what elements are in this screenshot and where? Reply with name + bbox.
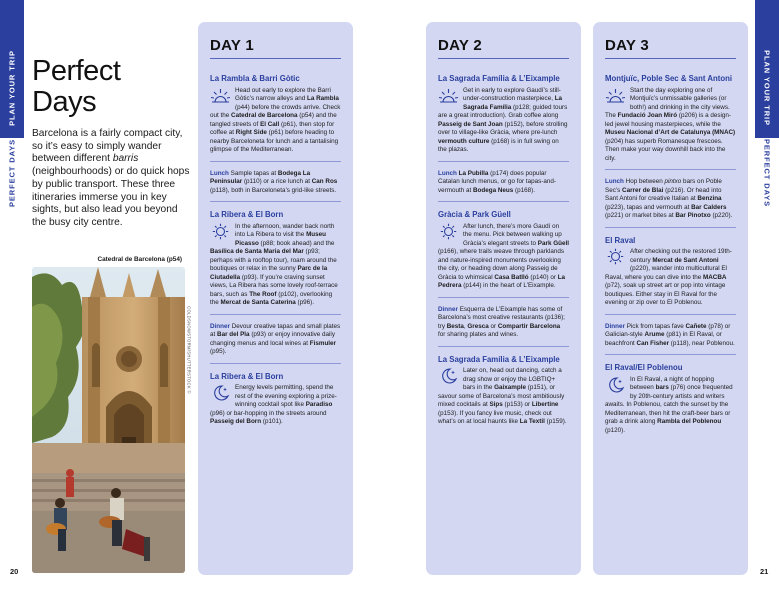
- section-text: Later on, head out dancing, catch a drag show or enjoy the LGBTIQ+ bars in the Gaixample (p151), or savour some of Barcelona’s most ambitiously mixed cocktails at Sips (p153) or Libertine (p153). If you fancy live music, check out what’s on at local haunts like La Textil (p159).: [438, 367, 567, 426]
- afternoon-sun-icon: [605, 248, 626, 265]
- meal-label: Dinner: [210, 322, 230, 330]
- place-name: bars: [655, 384, 669, 392]
- meal-label: Lunch: [210, 169, 229, 177]
- side-tab-plan-your-trip: PLAN YOUR TRIP: [7, 50, 17, 126]
- place-name: La Textil: [519, 418, 545, 426]
- place-name: Passeig del Born: [210, 418, 262, 426]
- place-name: La Pubilla: [458, 169, 489, 177]
- section-heading: El Raval/El Poblenou: [605, 363, 683, 373]
- meal-tip: [438, 297, 569, 346]
- section-text: Dinner Esquerra de L’Eixample has some of Barcelona’s most creative restaurants (p136); try Besta, Gresca or Compartir Barcelona for sharing plates and wines.: [438, 305, 565, 339]
- place-name: Bar del Pla: [217, 331, 250, 339]
- day-card: [198, 22, 353, 575]
- place-name: Mercat de Sant Antoni: [652, 256, 719, 264]
- day-title: DAY 1: [210, 37, 255, 54]
- section-text: Lunch Hop between pintxo bars on Poble Sec’s Carrer de Blai (p216). Or head into Sant Antoni for creative Italian at Benzina (p223), tapas and vermouth at Bar Calders (p221) or market bites at Bar Pinotxo (p220).: [605, 178, 733, 220]
- place-name: Paradiso: [305, 401, 333, 409]
- section-heading: La Ribera & El Born: [210, 371, 284, 381]
- place-name: Can Fisher: [636, 339, 670, 347]
- section-text: Lunch La Pubilla (p174) does popular Catalan lunch menus, or go for tapas-and-vermouth at Bodega Neus (p168).: [438, 169, 556, 194]
- cathedral-photo: [32, 267, 185, 573]
- place-name: vermouth culture: [438, 137, 490, 145]
- place-name: Can Ros: [311, 178, 338, 186]
- side-tab-plan-your-trip: PLAN YOUR TRIP: [762, 50, 772, 126]
- afternoon-sun-icon: [210, 223, 231, 240]
- place-name: Bodega La Peninsular: [210, 169, 311, 186]
- meal-tip: [605, 169, 736, 227]
- itinerary-section: [210, 201, 341, 314]
- place-name: La Sagrada Família: [463, 95, 563, 111]
- section-heading: La Rambla & Barri Gòtic: [210, 74, 300, 83]
- photo-caption: Catedral de Barcelona (p54): [97, 256, 182, 263]
- moon-icon: [438, 367, 459, 384]
- meal-label: Lunch: [438, 169, 457, 177]
- place-name: Bar Calders: [691, 203, 727, 211]
- meal-tip: [438, 161, 569, 202]
- section-text: In El Raval, a night of hopping between bars (p76) once frequented by 20th-century artists and writers awaits. In Poblenou, catch the sunset by the Mediterranean, then hit the craft-beer bars or grab a drink along Rambla del Poblenou (p120).: [605, 375, 733, 434]
- section-heading: La Sagrada Família & L’Eixample: [438, 74, 560, 83]
- morning-sun-icon: [210, 87, 231, 104]
- section-text: Start the day exploring one of Montjuïc’s unmissable galleries (or both!) and drinking in the city views. The Fundació Joan Miró (p206) is a design-led jewel housing masterpieces, while the Museu Nacional d’Art de Catalunya (MNAC) (p204) has superb Romanesque frescoes. Then make your way downhill back into the city.: [605, 86, 736, 162]
- itinerary-section: [438, 59, 569, 161]
- itinerary-section: [438, 346, 569, 433]
- itinerary-section: [605, 59, 736, 169]
- afternoon-sun-icon: [438, 223, 459, 240]
- place-name: Compartir Barcelona: [497, 322, 561, 330]
- place-name: Bar Pinotxo: [675, 212, 711, 220]
- place-name: Mercat de Santa Caterina: [220, 299, 296, 307]
- place-name: Right Side: [235, 129, 267, 137]
- place-name: El Call: [260, 120, 280, 128]
- place-name: Carrer de Blai: [622, 186, 664, 194]
- day-title: DAY 3: [605, 37, 650, 54]
- place-name: La Pedrera: [438, 273, 566, 290]
- section-text: Get in early to explore Gaudí’s still-under-construction masterpiece, La Sagrada Família (p128; guided tours are a great introduction). Grab coffee along Passeig de Sant Joan (p152), before strolling over to village-like Gràcia, where pre-lunch vermouth culture (p168) is in full swing on the plazas.: [438, 86, 568, 154]
- moon-icon: [210, 384, 231, 401]
- place-name: Benzina: [697, 195, 722, 203]
- place-name: Park Güell: [537, 239, 569, 247]
- side-tab-left: [0, 0, 24, 600]
- section-text: Energy levels permitting, spend the rest of the evening exploring a prize-winning cocktail spot like Paradiso (p96) or bar-hopping in the streets around Passeig del Born (p101).: [210, 384, 337, 426]
- place-name: Gaixample: [494, 384, 527, 392]
- morning-sun-icon: [605, 87, 626, 104]
- place-name: Gresca: [467, 322, 489, 330]
- section-text: After lunch, there’s more Gaudí on the menu. Pick between walking up Gràcia’s elegant streets to Park Güell (p166), where trails weave through parklands and nature-inspired monuments overlooking the city, or heading down along Passeig de Gràcia to whimsical Casa Batlló (p140) or La Pedrera (p144) in the heart of L’Eixample.: [438, 222, 569, 290]
- meal-label: Dinner: [438, 305, 458, 313]
- place-name: The Roof: [249, 290, 277, 298]
- page-number-right: 21: [760, 567, 769, 576]
- meal-label: Dinner: [605, 322, 625, 330]
- place-name: Cañete: [685, 322, 707, 330]
- page-number-left: 20: [10, 567, 19, 576]
- meal-label: Lunch: [605, 178, 624, 186]
- itinerary-section: [605, 354, 736, 441]
- section-text: Lunch Sample tapas at Bodega La Peninsular (p110) or a rice lunch at Can Ros (p118), both in Barceloneta’s grid-like streets.: [210, 169, 338, 194]
- meal-tip: [605, 314, 736, 355]
- place-name: Catedral de Barcelona: [231, 112, 298, 120]
- place-name: Rambla del Poblenou: [657, 418, 722, 426]
- itinerary-section: [210, 59, 341, 161]
- itinerary-section: [605, 227, 736, 314]
- place-name: Casa Batlló: [494, 273, 529, 281]
- section-heading: Gràcia & Park Güell: [438, 210, 511, 220]
- itinerary-section: [210, 363, 341, 433]
- section-heading: La Ribera & El Born: [210, 210, 284, 220]
- place-name: Sips: [489, 401, 503, 409]
- place-name: Passeig de Sant Joan: [438, 120, 503, 128]
- day-title: DAY 2: [438, 37, 483, 54]
- section-heading: La Sagrada Família & L’Eixample: [438, 354, 560, 364]
- meal-tip: [210, 161, 341, 202]
- meal-tip: [210, 314, 341, 363]
- page-title: Perfect Days: [32, 55, 121, 118]
- section-text: Head out early to explore the Barri Gòtic’s narrow alleys and La Rambla (p44) before the crowds arrive. Check out the Catedral de Barcelona (p54) and the tangled streets of El Call (p61), then stop for coffee at Right Side (p61) before heading to nearby Barceloneta for lunch and a tantalising glimpse of the Mediterranean.: [210, 86, 341, 154]
- day-card: [426, 22, 581, 575]
- place-name: Fundació Joan Miró: [617, 112, 678, 120]
- place-name: Museu Picasso: [235, 231, 327, 247]
- section-text: After checking out the restored 19th-century Mercat de Sant Antoni (p220), wander into multicultural El Raval, where you can dive into the MACBA (p72), soak up street art or pop into vintage boutiques. Either stay in El Raval for the evening or zip over to El Poblenou.: [605, 248, 732, 307]
- section-text: In the afternoon, wander back north into La Ribera to visit the Museu Picasso (p88; book ahead) and the Basílica de Santa Maria del Mar (p93; perhaps with a rooftop tour), roam around the boutiques or relax in the sunny Parc de la Ciutadella (p93). If you’re craving sunset views, La Ribera has some lovely roof-terrace bars, such as The Roof (p102), overlooking the Mercat de Santa Caterina (p96).: [210, 222, 338, 307]
- section-text: Dinner Devour creative tapas and small plates at Bar del Pla (p93) or enjoy innovative daily changing menus and local wines at Fismuler (p95).: [210, 322, 341, 356]
- side-tab-perfect-days: PERFECT DAYS: [7, 138, 17, 208]
- section-heading: Montjuïc, Poble Sec & Sant Antoni: [605, 74, 733, 83]
- place-name: MACBA: [703, 273, 727, 281]
- place-name: Bodega Neus: [473, 186, 514, 194]
- cathedral-illustration: [32, 267, 185, 573]
- intro-paragraph: Barcelona is a fairly compact city, so it’s easy to simply wander between different barris (neighbourhoods) or do quick hops by public transport. These three itineraries immerse you in key sights, but also lead you beyond the busy city centre.: [32, 128, 190, 228]
- place-name: Parc de la Ciutadella: [210, 265, 328, 281]
- day-card: [593, 22, 748, 575]
- moon-icon: [605, 376, 626, 393]
- itinerary-section: [438, 201, 569, 297]
- place-name: Arume: [644, 331, 665, 339]
- place-name: La Rambla: [306, 95, 339, 103]
- place-name: Besta: [446, 322, 464, 330]
- place-name: Libertine: [531, 401, 559, 409]
- side-tab-perfect-days: PERFECT DAYS: [762, 138, 772, 208]
- place-name: Museu Nacional d’Art de Catalunya (MNAC): [605, 129, 736, 137]
- section-heading: El Raval: [605, 235, 636, 245]
- side-tab-right: [755, 0, 779, 600]
- section-text: Dinner Pick from tapas fave Cañete (p78) or Galician-style Arume (p81) in El Raval, or beachfront Can Fisher (p118), near Poblenou.: [605, 322, 735, 347]
- place-name: Basílica de Santa Maria del Mar: [210, 248, 304, 256]
- photo-credit: COLDSNOWSTORM/SHUTTERSTOCK ©: [186, 306, 192, 394]
- morning-sun-icon: [438, 87, 459, 104]
- place-name: Fismuler: [309, 339, 337, 347]
